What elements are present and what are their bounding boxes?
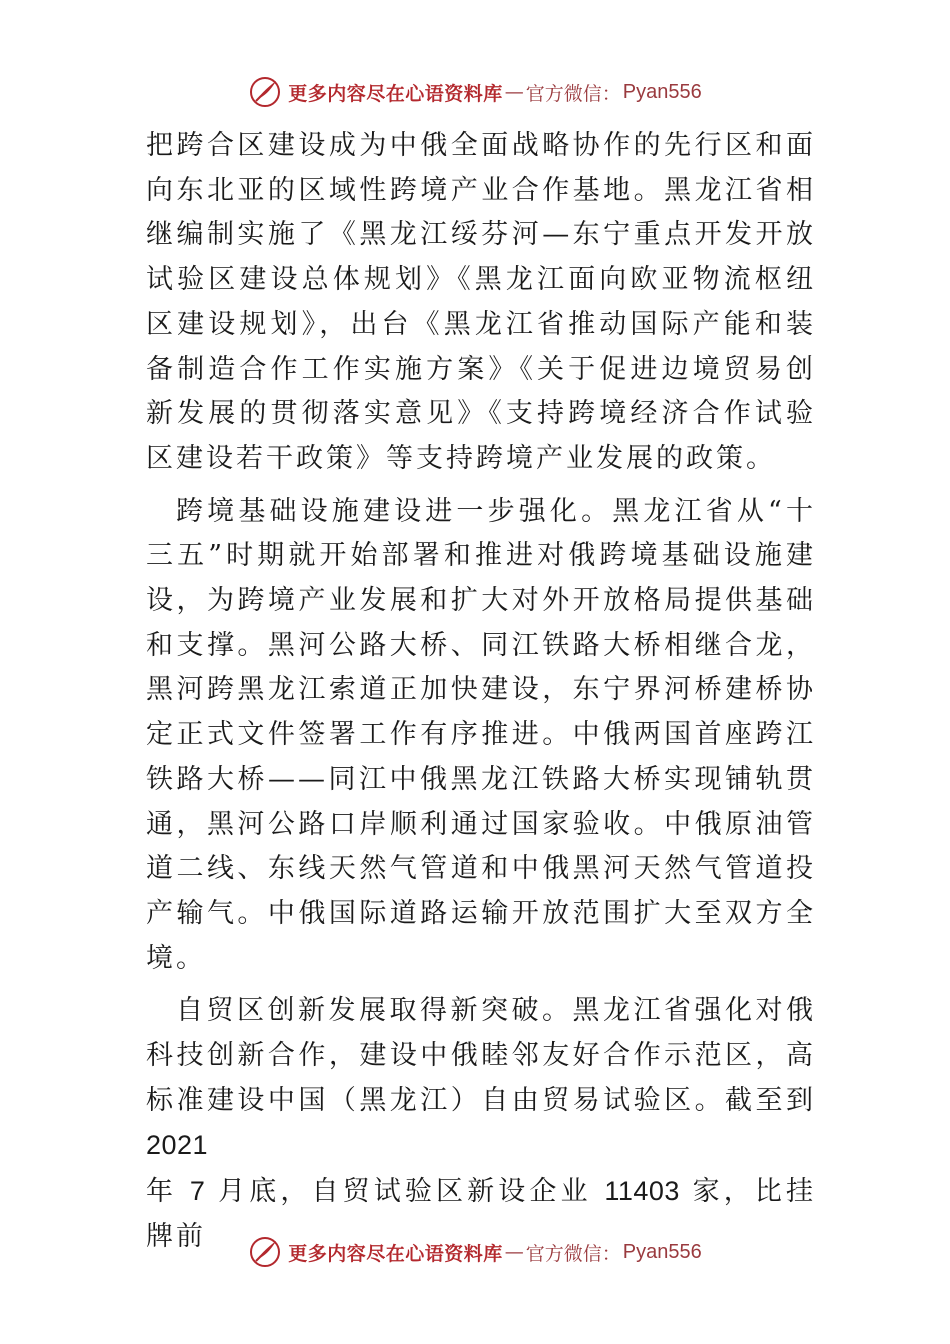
header-banner <box>0 72 950 112</box>
text-line: 等支持跨境产业发展的政策。 <box>386 442 776 474</box>
text-line: 管道和中俄黑河天然气管道投产输气。中俄国际道路 <box>146 853 817 929</box>
text-line: 顺利通过国家验收。中俄原油管道二线、东线天然气 <box>146 808 817 885</box>
quill-logo-icon <box>248 75 282 109</box>
quill-logo-icon <box>248 1235 282 1269</box>
banner-wechat-label: 官方微信： <box>525 1242 621 1265</box>
enterprise-count: 11403 <box>604 1176 680 1207</box>
paragraph-1 <box>146 124 816 482</box>
text-line: 家，比挂牌前 <box>146 1176 817 1252</box>
text-line: 跨境产业发展和扩大对外开放格局提供基础和支撑。 <box>146 585 817 661</box>
text-line: 工作实施方案》《关于促进边境贸易创新发展的贯彻 <box>146 353 817 430</box>
year-number: 2021 <box>146 1130 209 1161</box>
month-number: 7 <box>189 1176 206 1207</box>
text-line: 建设总体规划》《黑龙江面向欧亚物流枢纽区建设规 <box>146 264 817 340</box>
banner-separator: — <box>504 1241 524 1263</box>
text-line: 把跨合区建设成为中俄全面战略协作的先行区和面向 <box>146 130 816 206</box>
text-line: 落实意见》《支持跨境经济合作试验区建设若干政策》 <box>146 398 817 474</box>
text-line: 跨境基础设施建设进一步强化。黑龙江省从“十三 <box>146 495 816 572</box>
text-line: 技创新合作，建设中俄睦邻友好合作示范区，高标准 <box>146 1040 817 1116</box>
text-line: 江中俄黑龙江铁路大桥实现铺轨贯通，黑河公路口岸 <box>146 763 816 840</box>
document-body <box>146 124 816 1260</box>
paragraph-2 <box>146 490 816 982</box>
paragraph-3 <box>146 989 816 1259</box>
banner-site-text: 更多内容尽在心语资料库 <box>288 82 503 105</box>
text-line: 建设中国（黑龙江）自由贸易试验区。截至到 <box>206 1084 816 1116</box>
banner-wechat-label: 官方微信： <box>525 82 621 105</box>
text-line: 年 <box>146 1176 178 1208</box>
text-line: 黑河公路大桥、同江铁路大桥相继合龙，黑河跨黑龙 <box>146 629 817 706</box>
banner-wechat-id: Pyan556 <box>622 80 702 103</box>
text-line: 署工作有序推进。中俄两国首座跨江铁路大桥——同 <box>146 719 817 795</box>
text-line: 东北亚的区域性跨境产业合作基地。黑龙江省相继编 <box>146 174 817 251</box>
text-line: 自贸区创新发展取得新突破。黑龙江省强化对俄科 <box>146 995 816 1072</box>
footer-banner <box>0 1232 950 1272</box>
text-line: 运输开放范围扩大至双方全境。 <box>146 897 817 974</box>
text-line: 江索道正加快建设，东宁界河桥建桥协定正式文件签 <box>146 674 817 751</box>
banner-wechat-id: Pyan556 <box>622 1240 702 1263</box>
banner-site-text: 更多内容尽在心语资料库 <box>288 1242 503 1265</box>
text-line: 制实施了《黑龙江绥芬河—东宁重点开发开放试验区 <box>146 219 816 296</box>
text-line: 月底，自贸试验区新设企业 <box>218 1176 592 1208</box>
banner-separator: — <box>504 81 524 103</box>
text-line: 五”时期就开始部署和推进对俄跨境基础设施建设，为 <box>146 540 816 617</box>
text-line: 划》，出台《黑龙江省推动国际产能和装备制造合作 <box>146 308 817 385</box>
